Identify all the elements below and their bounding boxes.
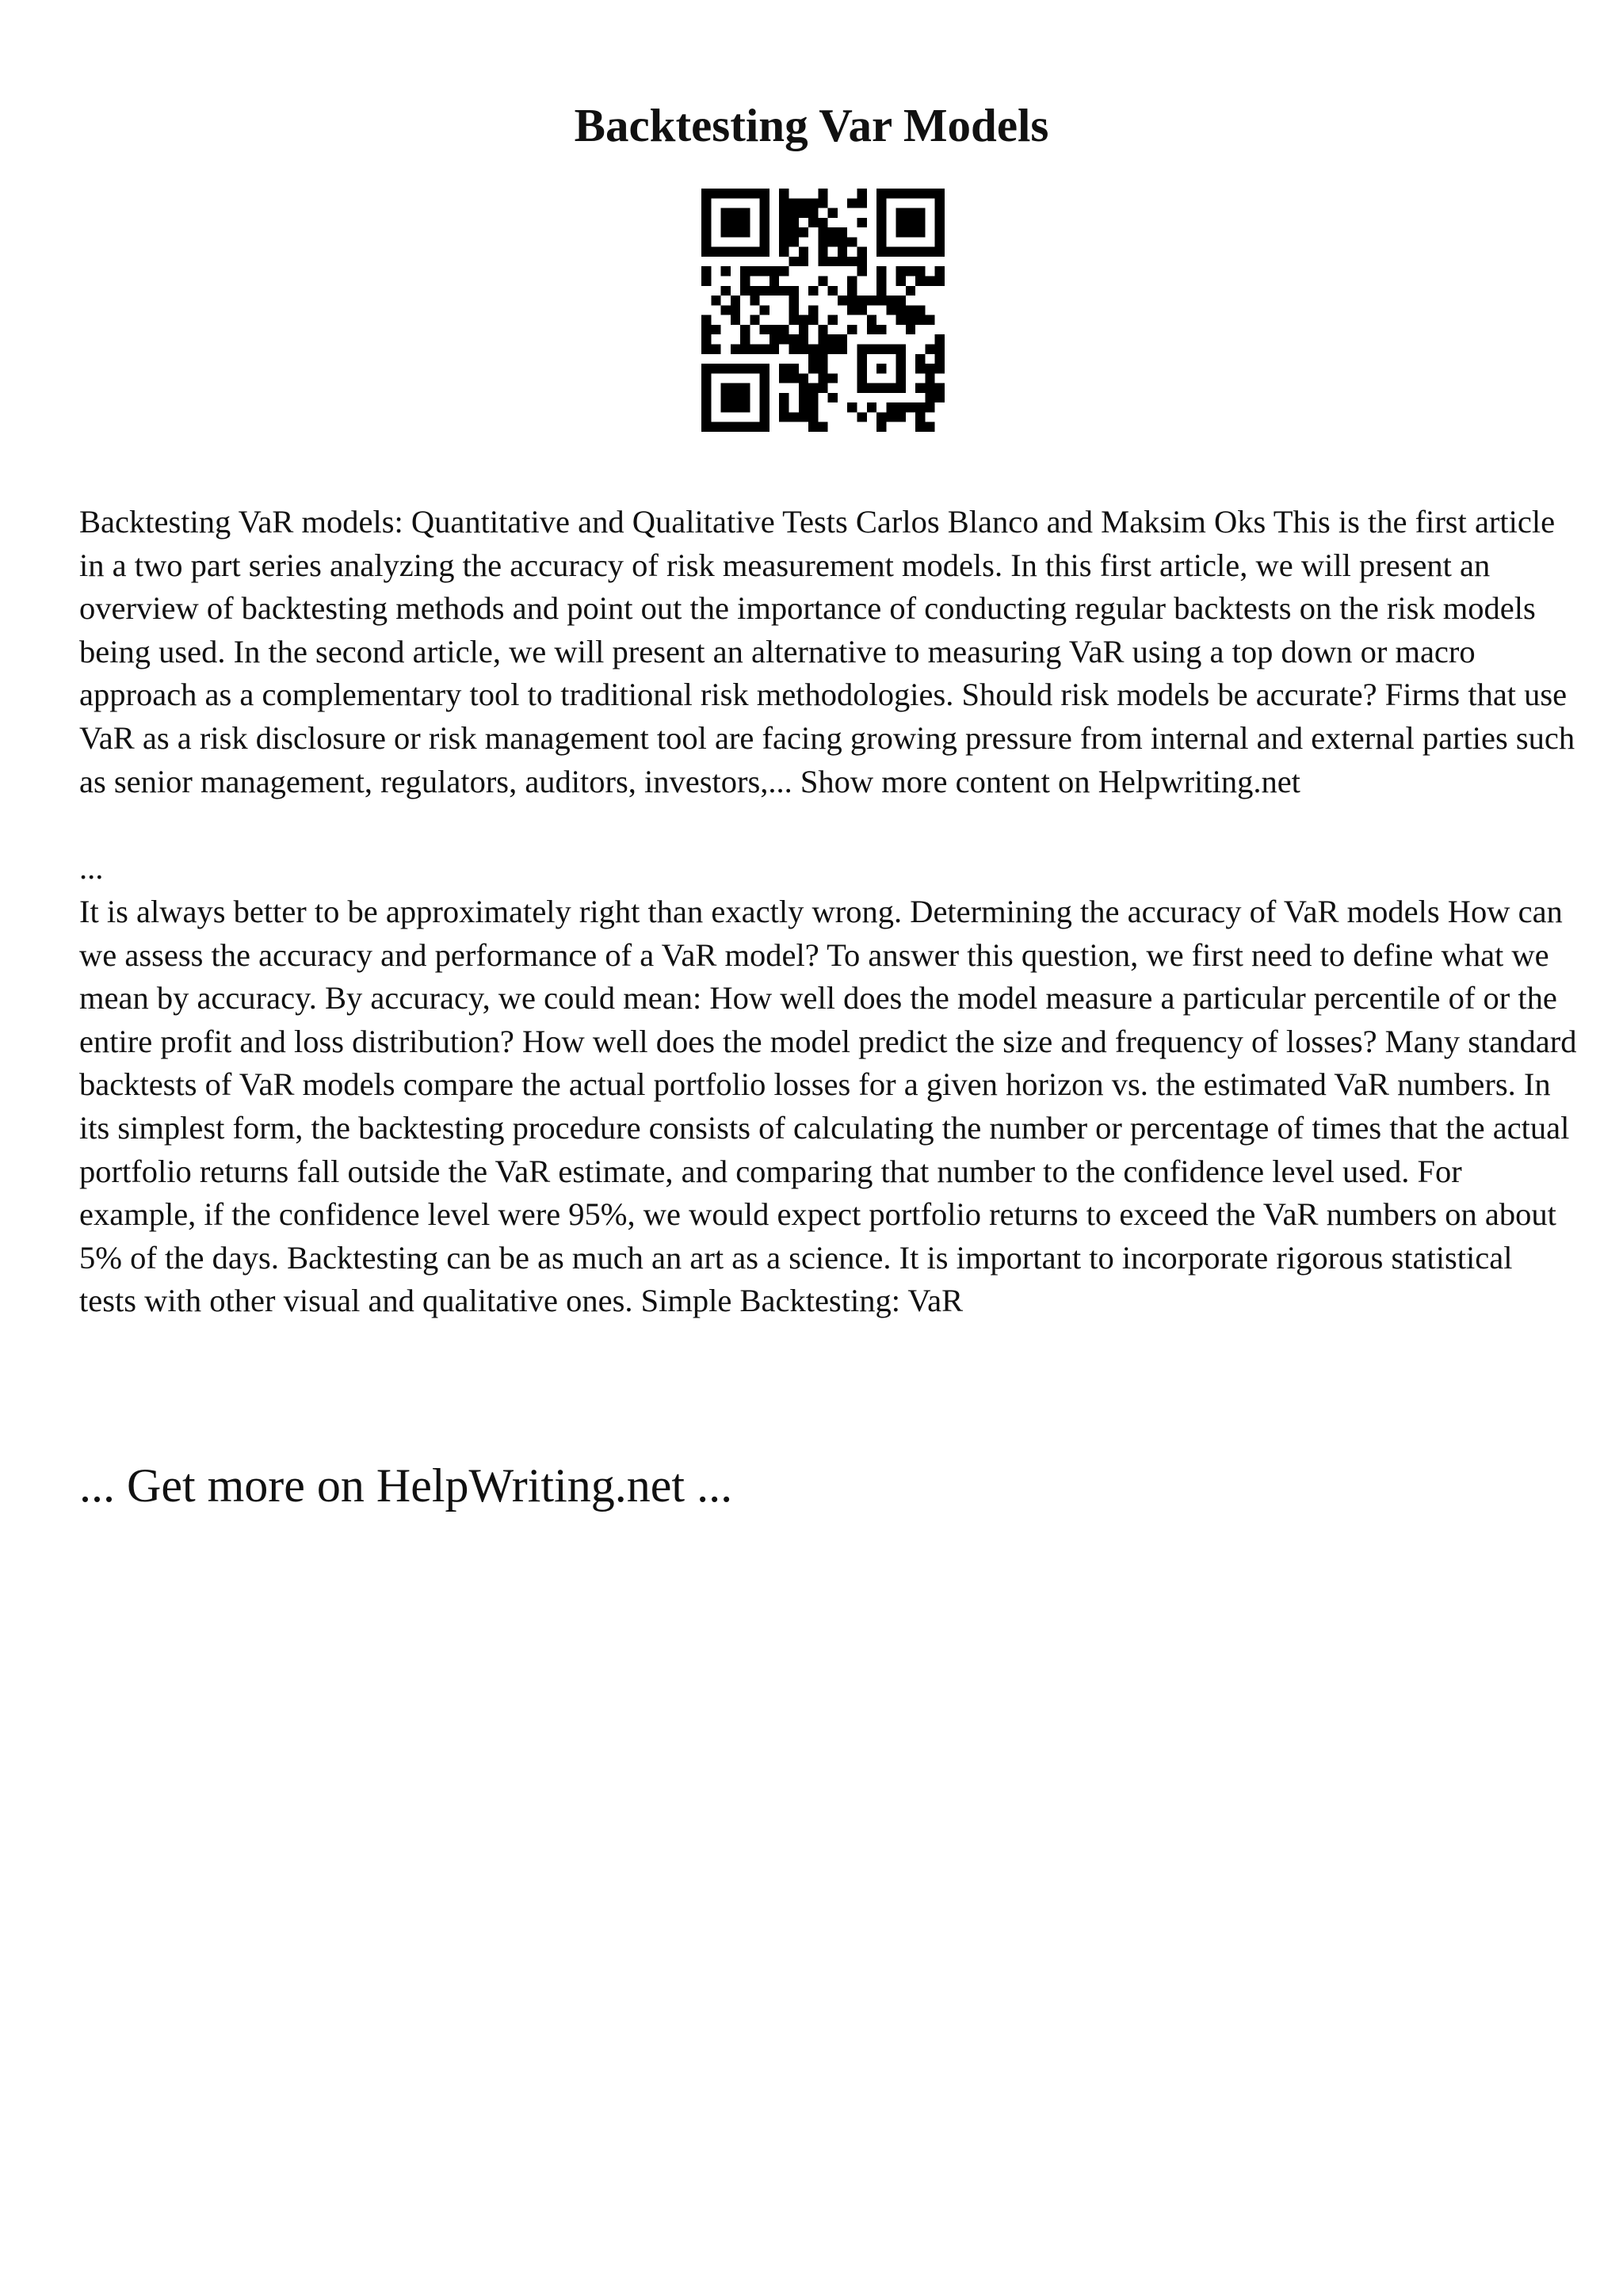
ellipsis-line: ... (79, 850, 104, 886)
get-more-link[interactable]: ... Get more on HelpWriting.net ... (79, 1459, 733, 1512)
paragraph-intro: Backtesting VaR models: Quantitative and Qualitative Tests Carlos Blanco and Maksim Oks This is the first article in a two part series analyzing the accuracy of risk measurement models. In this first article, we will present an overview of backtesting methods and point out the importance of conducting regular backtests on the risk models being used. In the second article, we will present an alternative to measuring VaR using a top down or macro approach as a complementary tool to traditional risk methodologies. Should risk models be accurate? Firms that use VaR as a risk disclosure or risk management tool are facing growing pressure from internal and external parties such as senior management, regulators, auditors, investors,... Show more content on Helpwriting.net (79, 504, 1575, 799)
document-title: Backtesting Var Models (574, 99, 1049, 151)
qr-code-icon (701, 189, 945, 432)
paragraph-accuracy: It is always better to be approximately right than exactly wrong. Determining the accuracy of VaR models How can we assess the accuracy and performance of a VaR model? To answer this question, we first need to define what we mean by accuracy. By accuracy, we could mean: How well does the model measure a particular percentile of or the entire profit and loss distribution? How well does the model predict the size and frequency of losses? Many standard backtests of VaR models compare the actual portfolio losses for a given horizon vs. the estimated VaR numbers. In its simplest form, the backtesting procedure consists of calculating the number or percentage of times that the actual portfolio returns fall outside the VaR estimate, and comparing that number to the confidence level used. For example, if the confidence level were 95%, we would expect portfolio returns to exceed the VaR numbers on about 5% of the days. Backtesting can be as much an art as a science. It is important to incorporate rigorous statistical tests with other visual and qualitative ones. Simple Backtesting: VaR (79, 894, 1577, 1319)
